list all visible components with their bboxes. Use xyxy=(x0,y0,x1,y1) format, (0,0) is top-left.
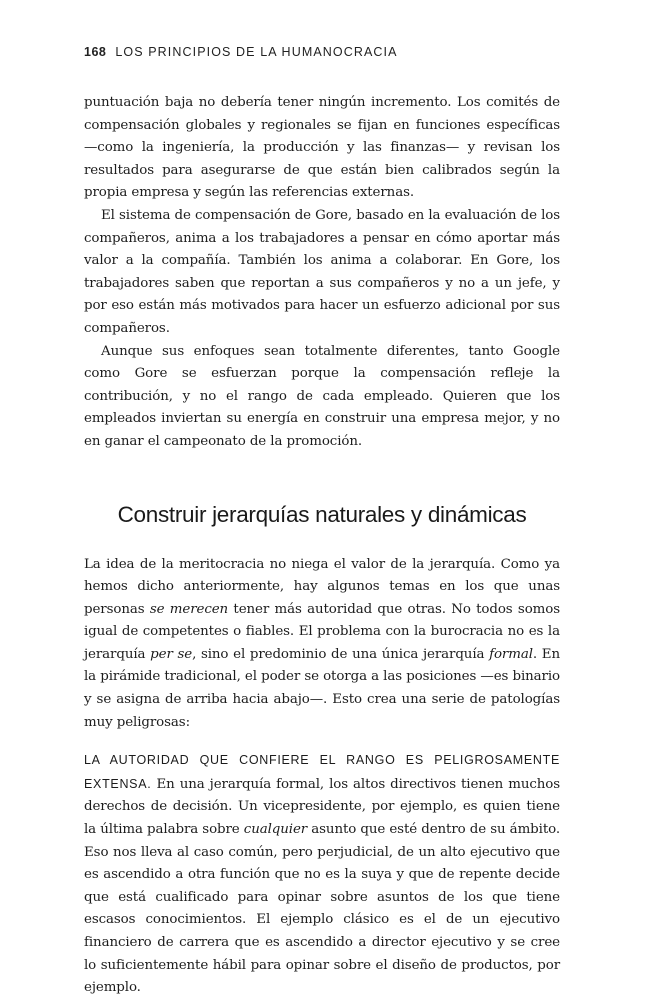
paragraph-authority xyxy=(84,749,560,1000)
paragraph-meritocracy xyxy=(84,554,560,735)
text-run: tener más autoridad que otras. No todos somos igual de competentes o fiables. El problema con la burocracia no es la jerarquía xyxy=(84,601,560,662)
text-run: La idea de la meritocracia no niega el valor de la jerarquía. Como ya hemos dicho anteriormente, hay algunos temas en los que unas personas xyxy=(84,556,560,617)
running-head xyxy=(84,42,560,62)
emphasis-text: formal xyxy=(489,646,533,662)
emphasis-text: se merecen xyxy=(149,601,229,617)
text-run: asunto que esté dentro de su ámbito. Eso nos lleva al caso común, pero perjudicial, de un alto ejecutivo que es ascendido a otra función que no es la suya y que de repente decide que está cualificado para opinar sobre asuntos de los que tiene escasos conocimientos. El ejemplo clásico es el de un ejecutivo financiero de carrera que es ascendido a director ejecutivo y se cree lo suficientemente hábil para opinar sobre el diseño de productos, por ejemplo. xyxy=(84,822,560,996)
body-text xyxy=(84,92,560,1000)
text-run: En una jerarquía formal, los altos directivos tienen muchos derechos de decisión. Un vicepresidente, por ejemplo, es quien tiene la última palabra sobre xyxy=(84,776,560,838)
emphasis-text: per se xyxy=(150,646,193,662)
text-run: . En la pirámide tradicional, el poder se otorga a las posiciones —es binario y se asigna de arriba hacia abajo—. Esto crea una serie de patologías muy peligrosas: xyxy=(84,646,560,730)
run-in-heading: LA AUTORIDAD QUE CONFIERE EL RANGO ES PELIGROSAMENTE EXTENSA. xyxy=(84,753,560,791)
book-page xyxy=(84,42,560,1000)
section-title: Construir jerarquías naturales y dinámicas xyxy=(117,501,527,527)
paragraph-gore: El sistema de compensación de Gore, basado en la evaluación de los compañeros, anima a los trabajadores a pensar en cómo aportar más valor a la compañía. También los anima a colaborar. En Gore, los trabajadores saben que reportan a sus compañeros y no a un jefe, y por eso están más motivados para hacer un esfuerzo adicional por sus compañeros. xyxy=(84,207,560,336)
emphasis-text: cualquier xyxy=(243,822,308,838)
paragraph-google-gore: Aunque sus enfoques sean totalmente diferentes, tanto Google como Gore se esfuerzan porque la compensación refleje la contribución, y no el rango de cada empleado. Quieren que los empleados inviertan su energía en construir una empresa mejor, y no en ganar el campeonato de la promoción. xyxy=(84,343,560,449)
running-title: LOS PRINCIPIOS DE LA HUMANOCRACIA xyxy=(115,45,398,59)
page-number: 168 xyxy=(84,45,107,59)
text-run: , sino el predominio de una única jerarquía xyxy=(192,646,490,662)
paragraph-continuation: puntuación baja no debería tener ningún incremento. Los comités de compensación globales y regionales se fijan en funciones específicas —como la ingeniería, la producción y las finanzas— y revisan los resultados para asegurarse de que están bien calibrados según la propia empresa y según las referencias externas. xyxy=(84,95,560,201)
